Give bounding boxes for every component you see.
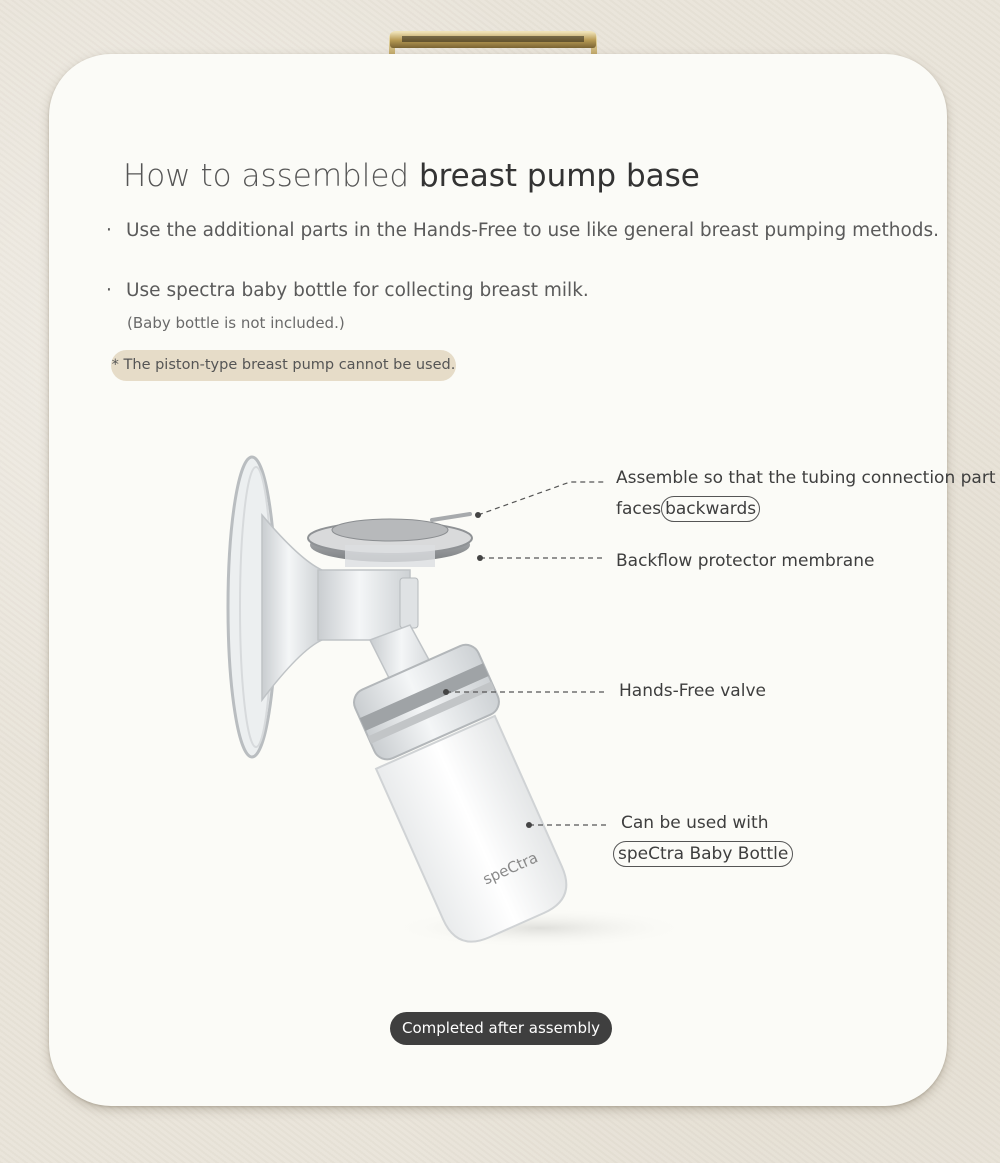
callout-tubing-line2: faces backwards xyxy=(616,496,760,522)
bottle-brand-logo: speCtra xyxy=(480,848,541,889)
callout-membrane: Backflow protector membrane xyxy=(616,551,875,571)
bullet-note: (Baby bottle is not included.) xyxy=(127,314,345,332)
bullet-item: · Use spectra baby bottle for collecting breast milk. xyxy=(106,280,589,301)
completed-badge: Completed after assembly xyxy=(390,1012,612,1045)
warning-badge: * The piston-type breast pump cannot be used. xyxy=(111,350,456,381)
bullet-item: · Use the additional parts in the Hands-Free to use like general breast pumping methods. xyxy=(106,220,940,241)
callout-bottle-line2 xyxy=(613,841,793,867)
page-title: How to assembled breast pump base xyxy=(123,158,700,194)
callout-valve: Hands-Free valve xyxy=(619,681,766,701)
callout-tubing-line1: Assemble so that the tubing connection part xyxy=(616,468,996,488)
callout-bottle-highlight: speCtra Baby Bottle xyxy=(613,841,793,867)
callout-bottle-line1: Can be used with xyxy=(621,813,769,833)
callout-tubing-highlight: backwards xyxy=(661,496,760,522)
